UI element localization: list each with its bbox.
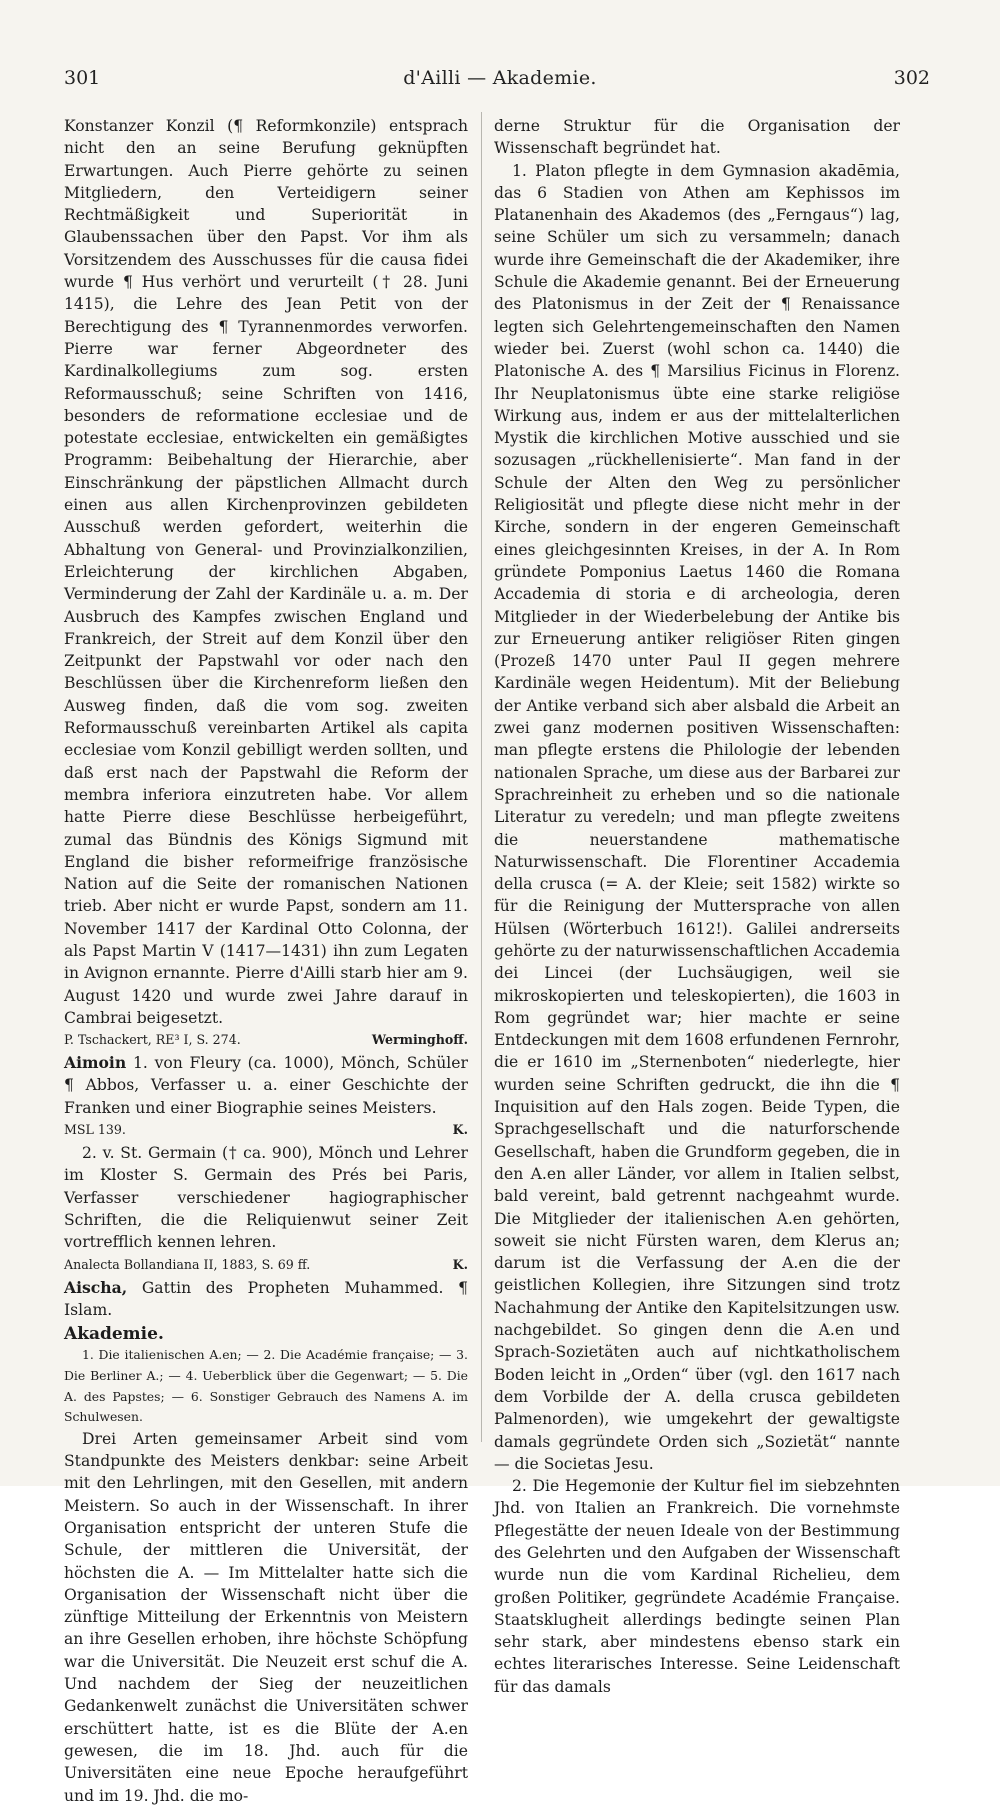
right-column: [494, 115, 900, 1698]
entry-headword: Aischa,: [64, 1277, 128, 1297]
citation-text: P. Tschackert, RE³ I, S. 274.: [64, 1032, 241, 1048]
page-number-left: 301: [64, 67, 101, 89]
entry-aischa: [64, 1277, 468, 1322]
running-title: d'Ailli — Akademie.: [403, 67, 597, 89]
paragraph-drei-arten: Drei Arten gemeinsamer Arbeit sind vom Standpunkte des Meisters denkbar: seine Arbeit mit den Lehrlingen, mit den Gesellen, mit andern Meistern. So auch in der Wissenschaft. In ihrer Organisation entspricht der unteren Stufe die Schule, der mittleren die Universität, der höchsten die A. — Im Mittelalter hatte sich die Organisation der Wissenschaft nicht über die zünftige Mitteilung der Erkenntnis von Meistern an ihre Gesellen erhoben, ihre höchste Schöpfung war die Universität. Die Neuzeit erst schuf die A. Und nachdem der Sieg der neuzeitlichen Gedankenwelt zunächst die Universitäten schwer erschüttert hatte, ist es die Blüte der A.en gewesen, die im 18. Jhd. auch für die Universitäten eine neue Epoche heraufgeführt und im 19. Jhd. die mo-: [64, 1429, 468, 1805]
table-of-contents: 1. Die italienischen A.en; — 2. Die Académie française; — 3. Die Berliner A.; — 4. Ueberblick über die Gegenwart; — 5. Die A. des Papstes; — 6. Sonstiger Gebrauch des Namens A. im Schulwesen.: [64, 1347, 468, 1425]
entry-text: Gattin des Propheten Muhammed. ¶ Islam.: [64, 1278, 468, 1319]
entry-heading-akademie: Akademie.: [64, 1324, 164, 1345]
entry-text: 1. von Fleury (ca. 1000), Mönch, Schüler ¶ Abbos, Verfasser u. a. einer Geschichte der Franken und einer Biographie seines Meisters.: [64, 1054, 468, 1117]
entry-aimoin-2: 2. v. St. Germain († ca. 900), Mönch und Lehrer im Kloster S. Germain des Prés bei Paris, Verfasser verschiedener hagiographischer Schriften, die die Reliquienwut seiner Zeit vortrefflich kennen lehren.: [64, 1144, 468, 1252]
entry-headword: Aimoin: [64, 1053, 127, 1073]
entry-aimoin-1: [64, 1052, 468, 1119]
paragraph-konzil: Konstanzer Konzil (¶ Reformkonzile) entsprach nicht den an seine Berufung geknüpften Erwartungen. Auch Pierre gehörte zu seinen Mitgliedern, den Verteidigern seiner Rechtmäßigkeit und Superiorität in Glaubenssachen über den Papst. Vor ihm als Vorsitzendem des Ausschusses für die causa fidei wurde ¶ Hus verhört und verurteilt († 28. Juni 1415), die Lehre des Jean Petit von der Berechtigung des ¶ Tyrannenmordes verworfen. Pierre war ferner Abgeordneter des Kardinalkollegiums zum sog. ersten Reformausschuß; seine Schriften von 1416, besonders de reformatione ecclesiae und de potestate ecclesiae, entwickelten ein gemäßigtes Programm: Beibehaltung der Hierarchie, aber Einschränkung der päpstlichen Allmacht durch einen aus allen Kirchenprovinzen gebildeten Ausschuß werden gefordert, weiterhin die Abhaltung von General- und Provinzialkonzilien, Erleichterung der kirchlichen Abgaben, Verminderung der Zahl der Kardinäle u. a. m. Der Ausbruch des Kampfes zwischen England und Frankreich, der Streit auf dem Konzil über den Zeitpunkt der Papstwahl vor oder nach den Beschlüssen über die Kirchenreform ließen den Ausweg finden, daß die vom sog. zweiten Reformausschuß vereinbarten Artikel als capita ecclesiae vom Konzil gebilligt werden sollten, und daß erst nach der Papstwahl die Reform der membra inferiora einzutreten habe. Vor allem hatte Pierre diese Beschlüsse herbeigeführt, zumal das Bündnis des Königs Sigmund mit England die bisher reformeifrige französische Nation auf die Seite der romanischen Nationen trieb. Aber nicht er wurde Papst, sondern am 11. November 1417 der Kardinal Otto Colonna, der als Papst Martin V (1417—1431) ihn zum Legaten in Avignon ernannte. Pierre d'Ailli starb hier am 9. August 1420 und wurde zwei Jahre darauf in Cambrai beigesetzt.: [64, 117, 468, 1027]
source-citation: [64, 1120, 468, 1140]
left-column: [64, 115, 468, 1807]
page-number-right: 302: [893, 67, 930, 89]
citation-text: MSL 139.: [64, 1122, 126, 1138]
author-signature: K.: [452, 1122, 468, 1138]
paragraph-continuation: derne Struktur für die Organisation der Wissenschaft begründet hat.: [494, 117, 900, 158]
author-signature: Werminghoff.: [371, 1032, 468, 1048]
source-citation: [64, 1255, 468, 1275]
paragraph-section-1: 1. Platon pflegte in dem Gymnasion akadēmia, das 6 Stadien von Athen am Kephissos im Platanenhain des Akademos (des „Ferngaus“) lag, seine Schüler um sich zu versammeln; danach wurde ihre Gemeinschaft die der Akademiker, ihre Schule die Akademie genannt. Bei der Erneuerung des Platonismus in der Zeit der ¶ Renaissance legten sich Gelehrtengemeinschaften den Namen wieder bei. Zuerst (wohl schon ca. 1440) die Platonische A. des ¶ Marsilius Ficinus in Florenz. Ihr Neuplatonismus übte eine starke religiöse Wirkung aus, indem er aus der mittelalterlichen Mystik die kirchlichen Motive ausschied und sie sozusagen „rückhellenisierte“. Man fand in der Schule der Alten den Weg zu persönlicher Religiosität und pflegte diese nicht mehr in der Kirche, sondern in der engeren Gemeinschaft eines gleichgesinnten Kreises, in der A. In Rom gründete Pomponius Laetus 1460 die Romana Accademia di storia e di archeologia, deren Mitglieder in der Wiederbelebung der Antike bis zur Erneuerung antiker religiöser Riten gingen (Prozeß 1470 unter Paul II gegen mehrere Kardinäle wegen Heidentum). Mit der Beliebung der Antike verband sich aber alsbald die Arbeit an zwei ganz modernen positiven Wissenschaften: man pflegte erstens die Philologie der lebenden nationalen Sprache, um diese aus der Barbarei zur Sprachreinheit zu erheben und so die nationale Literatur zu veredeln; und man pflegte zweitens die neuerstandene mathematische Naturwissenschaft. Die Florentiner Accademia della crusca (= A. der Kleie; seit 1582) wirkte so für die Reinigung der Muttersprache von allen Hülsen (Wörterbuch 1612!). Galilei andrerseits gehörte zu der naturwissenschaftlichen Accademia dei Lincei (der Luchsäugigen, weil sie mikroskopierten und teleskopierten), die 1603 in Rom gegründet war; hier machte er seine Entdeckungen mit dem 1608 erfundenen Fernrohr, die er 1610 im „Sternenboten“ niederlegte, hier wurden seine Schriften gedruckt, die ihn die ¶ Inquisition auf den Hals zogen. Beide Typen, die Sprachgesellschaft und die naturforschende Gesellschaft, haben die Grundform gegeben, die in den A.en aller Länder, vor allem in Italien selbst, bald vereint, bald getrennt nachgeahmt wurde. Die Mitglieder der italienischen A.en gehörten, soweit sie nicht Fürsten waren, dem Klerus an; darum ist die Verfassung der A.en die der geistlichen Kollegien, ihre Sitzungen sind trotz Nachahmung der Antike den Kapitelsitzungen usw. nachgebildet. So gingen denn die A.en und Sprach-Sozietäten auch auf nichtkatholischem Boden leicht in „Orden“ über (vgl. den 1617 nach dem Vorbilde der A. della crusca gebildeten Palmenorden), wie umgekehrt der gewaltigste damals gegründete Orden sich „Sozietät“ nannte — die Societas Jesu.: [494, 161, 900, 1473]
citation-text: Analecta Bollandiana II, 1883, S. 69 ff.: [64, 1256, 311, 1272]
source-citation: [64, 1030, 468, 1050]
author-signature: K.: [452, 1256, 468, 1272]
paragraph-section-2: 2. Die Hegemonie der Kultur fiel im siebzehnten Jhd. von Italien an Frankreich. Die vornehmste Pflegestätte der neuen Ideale von der Bestimmung des Gelehrten und den Aufgaben der Wissenschaft wurde nun die vom Kardinal Richelieu, dem großen Politiker, gegründete Académie Française. Staatsklugheit allerdings bedingte seinen Plan sehr stark, aber mindestens ebenso stark ein echtes literarisches Interesse. Seine Leidenschaft für das damals: [494, 1477, 900, 1696]
column-divider: [481, 112, 482, 1442]
